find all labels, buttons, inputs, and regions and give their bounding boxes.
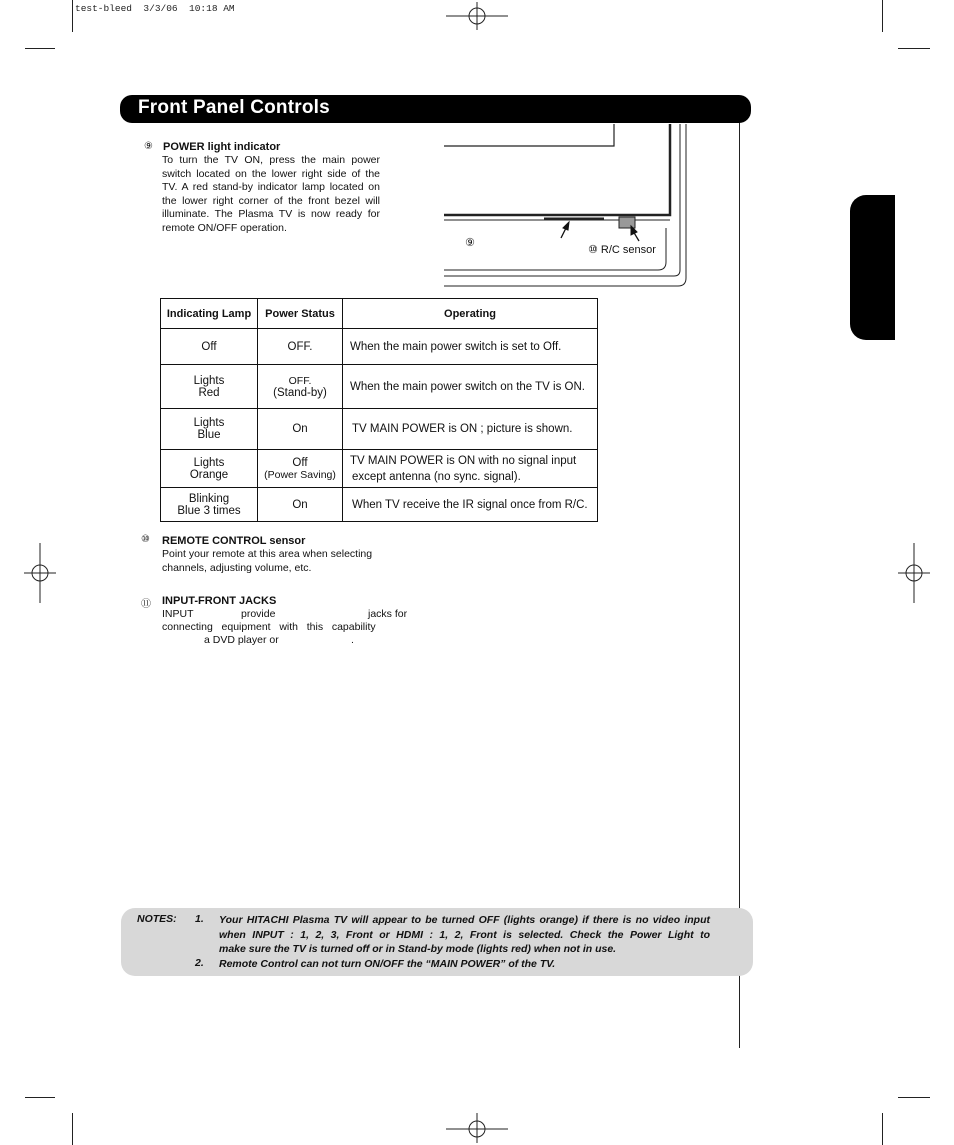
text-fragment: INPUT [162, 608, 194, 620]
text-line: remote ON/OFF operation. [162, 221, 287, 234]
status-cell: OFF. (Stand-by) [258, 365, 343, 409]
lamp-cell: Lights Orange [161, 450, 258, 488]
lamp-cell: Lights Red [161, 365, 258, 409]
notes-box [121, 908, 753, 976]
power-description [162, 154, 380, 235]
table-header-row [161, 299, 598, 329]
operating-cell: When TV receive the IR signal once from R/C. [343, 488, 598, 522]
text-line: the lower right corner of the front bezel will [162, 194, 380, 207]
section-number: ⑨ [144, 141, 153, 152]
text-line: TV. A red stand-by indicator lamp located on [162, 181, 380, 193]
lamp-status-table [160, 298, 598, 522]
section-heading: REMOTE CONTROL sensor [162, 535, 306, 547]
table-row [161, 488, 598, 522]
diagram-label-power: ⑨ [465, 237, 475, 249]
title-bar [120, 95, 751, 123]
operating-cell: When the main power switch is set to Off. [343, 329, 598, 365]
page-title: Front Panel Controls [138, 97, 330, 118]
section-number: ⑩ [141, 534, 150, 545]
section-heading: INPUT-FRONT JACKS [162, 595, 277, 607]
column-header: Power Status [258, 299, 343, 329]
column-header: Operating [343, 299, 598, 329]
status-cell: On [258, 488, 343, 522]
text-line: switch located on the lower right side of the [162, 167, 380, 180]
note-item: Remote Control can not turn ON/OFF the “MAIN POWER” of the TV. [219, 958, 556, 970]
text-fragment: provide [241, 608, 276, 620]
diagram-label-rc-sensor: ⑩ R/C sensor [588, 244, 656, 256]
lamp-cell: Off [161, 329, 258, 365]
table-row [161, 329, 598, 365]
text-fragment: jacks for [368, 608, 408, 620]
print-slug: test-bleed 3/3/06 10:18 AM [75, 3, 235, 14]
rc-sensor-window [619, 217, 635, 228]
note-item: Your HITACHI Plasma TV will appear to be turned OFF (lights orange) if there is no video input when INPUT : 1, 2, 3, Front or HDMI : 1, 2, Front is selected. Check the Power Light to make sure the TV is turned off or in Stand-by mode (lights red) when not in use. [219, 914, 710, 955]
tv-panel-diagram [440, 120, 700, 300]
status-cell: OFF. [258, 329, 343, 365]
text-line: Point your remote at this area when selecting [162, 548, 373, 560]
note-number: 1. [195, 913, 204, 925]
text-fragment: . [351, 634, 354, 646]
column-header: Indicating Lamp [161, 299, 258, 329]
section-number: ⑪ [141, 599, 151, 610]
lamp-cell: Lights Blue [161, 409, 258, 450]
operating-cell: When the main power switch on the TV is ON. [343, 365, 598, 409]
side-tab [850, 195, 895, 340]
section-heading: POWER light indicator [163, 141, 281, 153]
text-fragment: a DVD player or [204, 634, 279, 646]
text-line: connecting equipment with this capability [162, 621, 376, 633]
note-number: 2. [195, 957, 204, 969]
remote-description [162, 548, 402, 575]
text-line: channels, adjusting volume, etc. [162, 561, 312, 574]
table-row [161, 365, 598, 409]
text-line: To turn the TV ON, press the main power [162, 154, 380, 166]
operating-cell: TV MAIN POWER is ON with no signal input except antenna (no sync. signal). [343, 450, 598, 488]
text-line: illuminate. The Plasma TV is now ready for [162, 208, 380, 220]
notes-label: NOTES: [137, 913, 177, 925]
operating-cell: TV MAIN POWER is ON ; picture is shown. [343, 409, 598, 450]
lamp-cell: Blinking Blue 3 times [161, 488, 258, 522]
status-cell: On [258, 409, 343, 450]
table-row [161, 409, 598, 450]
status-cell: Off (Power Saving) [258, 450, 343, 488]
table-row [161, 450, 598, 488]
